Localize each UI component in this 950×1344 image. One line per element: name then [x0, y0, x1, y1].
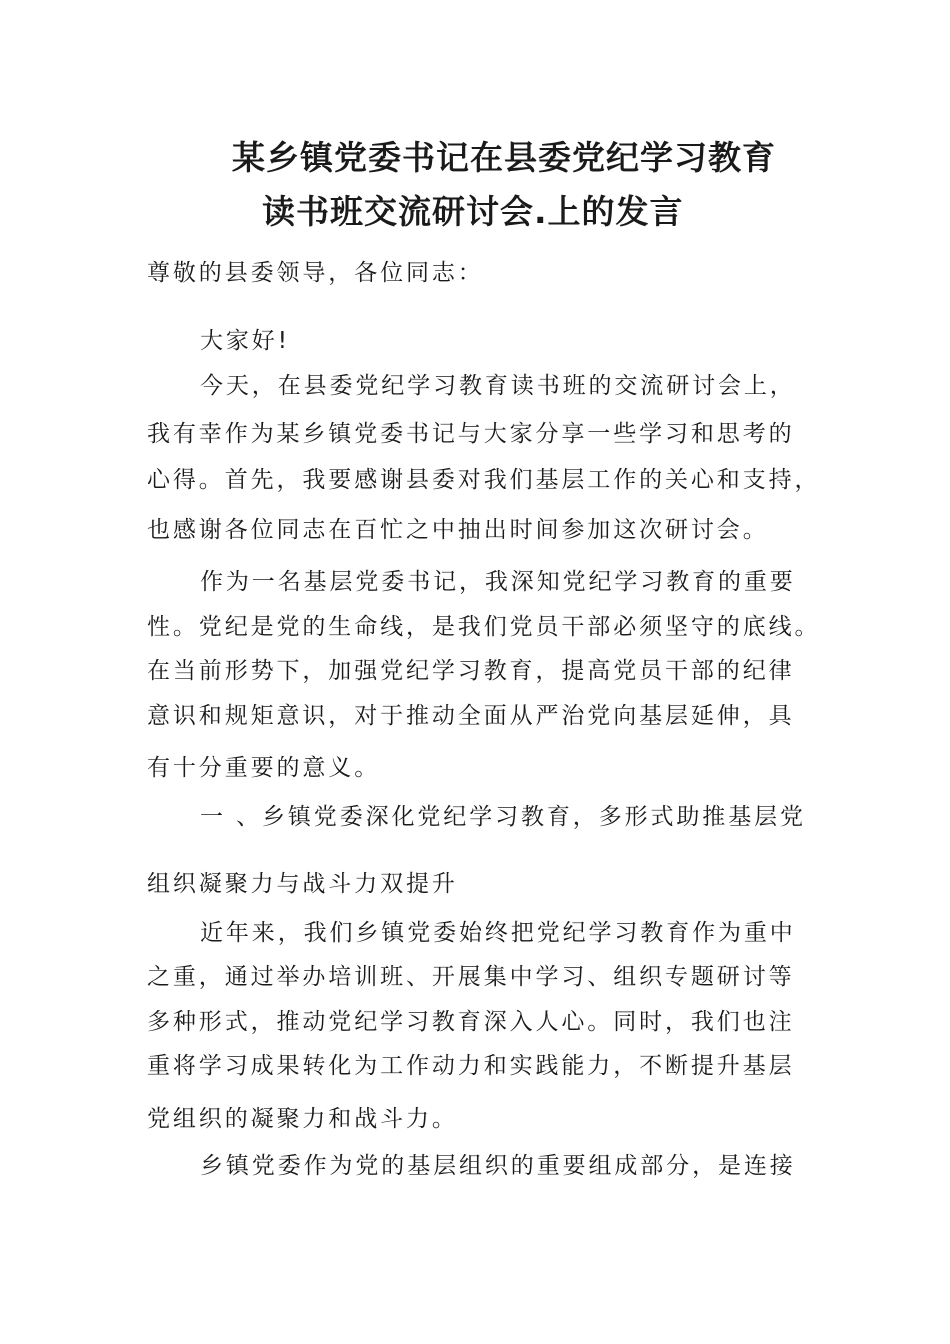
paragraph-line: 多种形式，推动党纪学习教育深入人心。同时，我们也注: [147, 1009, 795, 1035]
section-heading-line: 一 、乡镇党委深化党纪学习教育，多形式助推基层党: [200, 804, 806, 830]
document-title-line-2: 读书班交流研讨会.上的发言: [262, 192, 684, 231]
paragraph-line: 性。党纪是党的生命线，是我们党员干部必须坚守的底线。: [147, 614, 821, 640]
document-title-line-1: 某乡镇党委书记在县委党纪学习教育: [232, 138, 776, 177]
paragraph-line: 近年来，我们乡镇党委始终把党纪学习教育作为重中: [200, 920, 796, 946]
paragraph-line: 之重，通过举办培训班、开展集中学习、组织专题研讨等: [147, 964, 795, 990]
paragraph-line: 今天，在县委党纪学习教育读书班的交流研讨会上，: [200, 373, 796, 399]
paragraph-line: 有十分重要的意义。: [147, 755, 381, 781]
salutation: 尊敬的县委领导，各位同志：: [147, 260, 484, 286]
paragraph-line: 我有幸作为某乡镇党委书记与大家分享一些学习和思考的: [147, 421, 795, 447]
paragraph-line: 也感谢各位同志在百忙之中抽出时间参加这次研讨会。: [147, 517, 769, 543]
paragraph-line: 乡镇党委作为党的基层组织的重要组成部分，是连接: [200, 1153, 796, 1179]
paragraph-line: 意识和规矩意识，对于推动全面从严治党向基层延伸，具: [147, 703, 795, 729]
paragraph-line: 重将学习成果转化为工作动力和实践能力，不断提升基层: [147, 1053, 795, 1079]
paragraph-line: 心得。首先，我要感谢县委对我们基层工作的关心和支持，: [147, 467, 821, 493]
paragraph-line: 在当前形势下，加强党纪学习教育，提高党员干部的纪律: [147, 658, 795, 684]
paragraph-line: 作为一名基层党委书记，我深知党纪学习教育的重要: [200, 569, 796, 595]
greeting: 大家好!: [200, 328, 290, 354]
paragraph-line: 党组织的凝聚力和战斗力。: [147, 1106, 458, 1132]
section-heading-line: 组织凝聚力与战斗力双提升: [147, 871, 458, 897]
